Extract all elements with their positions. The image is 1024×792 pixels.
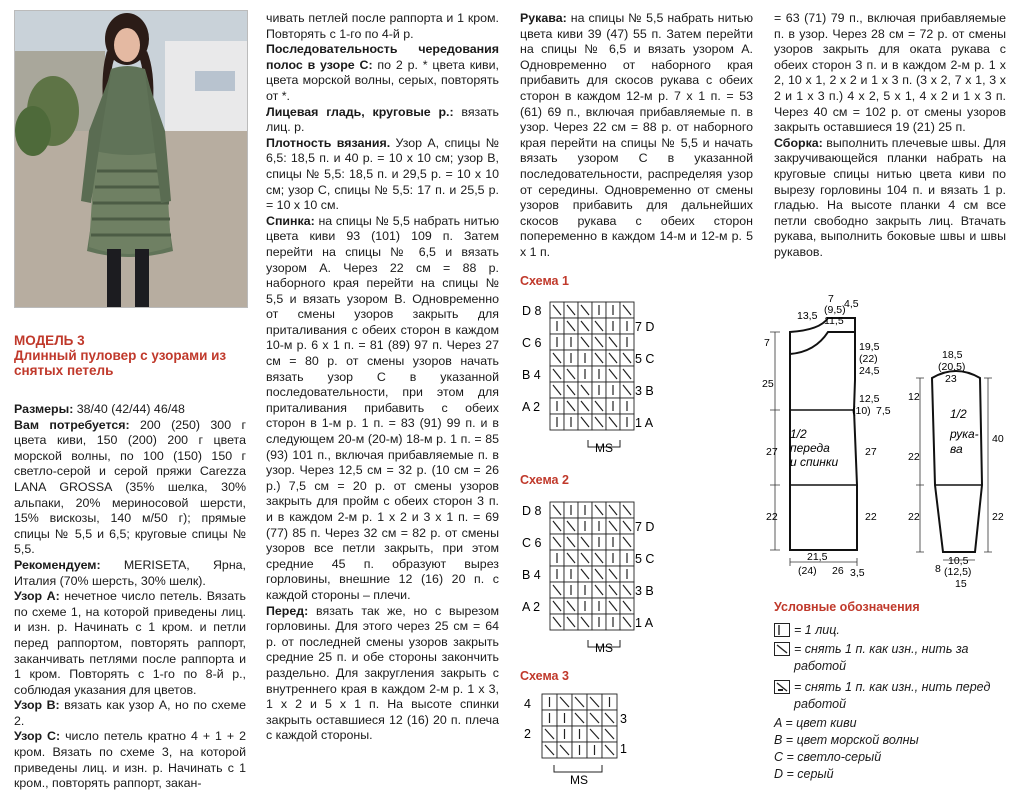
paragraph: Рекомендуем: MERISETA, Ярна, Италия (70% шерсть, 30% шелк). bbox=[14, 557, 246, 588]
svg-text:12: 12 bbox=[908, 391, 920, 403]
paragraph: Рукава: на спицы № 5,5 набрать нитью цвета киви 39 (47) 55 п. Затем перейти на спицы № 6,5 и вязать узором А. Одновременно от наборного края прибавить для скосов рукава с обеих сторон в каждом 12-м р. 7 х 1 п. = 53 (61) 69 п., включая прибавляемые п. в узор. Через 22 см = 88 р. от наборного края перейти на спицы № 5,5 и начать вязать узором С в указанной последовательности, распределяя узор от середины. Одновременно от смены узоров прибавить для дальнейших скосов рукава с обеих сторон попеременно в каждом 14-м и 12-м р. 5 х 1 п. bbox=[520, 11, 753, 259]
row-label: 3 B bbox=[635, 584, 654, 598]
schema-1-title: Схема 1 bbox=[520, 274, 569, 288]
paragraph: Плотность вязания. Узор А, спицы № 6,5: 18,5 п. и 40 р. = 10 х 10 см; узор В, спицы № 5,5: 18,5 п. и 29,5 р. = 10 х 10 см; узор С, спицы № 5,5: 17 п. и 25,5 р. = 10 х 10 см. bbox=[266, 135, 499, 213]
legend-item: C = светло-серый bbox=[774, 750, 882, 764]
body-label: переда bbox=[790, 441, 830, 455]
body-label: 1/2 bbox=[790, 427, 807, 441]
svg-text:(22): (22) bbox=[859, 353, 878, 365]
column-3 bbox=[520, 11, 753, 261]
svg-text:24,5: 24,5 bbox=[859, 365, 880, 377]
svg-text:22: 22 bbox=[766, 511, 778, 523]
svg-text:26: 26 bbox=[832, 565, 844, 577]
paragraph: Сборка: выполнить плечевые швы. Для закручивающейся планки набрать на круговые спицы нитью цвета киви по вырезу горловины 104 п. и вязать 1 р. гладью. На высоте планки 4 см все петли свободно закрыть лиц. Втачать рукава, выполнить боковые швы и швы рукавов. bbox=[774, 135, 1006, 259]
paragraph: Спинка: на спицы № 5,5 набрать нитью цвета киви 93 (101) 109 п. Затем перейти на спицы № 6,5 и вязать узором А. Через 22 см = 88 р. наборного края перейти на спицы № 5,5 и вязать узором В. Одновременно от смены узоров закрыть для приталивания с обеих сторон в каждом 10-м р. 6 х 1 п. = 81 (89) 97 п. Через 27 см = 80 р. от смены узоров начать вязать узор С в указанной последовательности, при этом для приталивания прибавить с обеих сторон в 1-м р. 1 п. = 83 (91) 99 п. и в следующем 20-м (20-м) 18-м р. 1 п. = 85 (93) 101 п., включая прибавляемые п. в узор. Через 12,5 см = 32 р. (10 см = 26 р.) 7,5 см = 20 р. от смены узоров закрыть для пройм с обеих сторон 3 п. и в каждом 2-м р. 1 х 2 и 3 х 1 п. = 69 (77) 85 п. Через 32 см = 82 р. от смены узоров все петли закрыть, при этом средние 45 п. образуют вырез горловины, внешние 12 (16) 20 п. с каждой стороны – плечи. bbox=[266, 213, 499, 602]
svg-text:13,5: 13,5 bbox=[797, 310, 818, 322]
svg-text:(12,5): (12,5) bbox=[944, 566, 972, 578]
row-label: C 6 bbox=[522, 336, 542, 350]
svg-text:11,5: 11,5 bbox=[824, 315, 844, 327]
column-2 bbox=[266, 11, 499, 744]
ms-label: MS bbox=[570, 773, 588, 787]
row-label: 7 D bbox=[635, 320, 655, 334]
svg-text:7: 7 bbox=[764, 337, 770, 349]
row-label: 5 C bbox=[635, 552, 655, 566]
row-label: 7 D bbox=[635, 520, 655, 534]
schema-2-grid bbox=[520, 492, 670, 657]
slip-stitch-front-icon bbox=[774, 680, 790, 694]
paragraph: Вам потребуется: 200 (250) 300 г цвета киви, 150 (200) 200 г цвета морской волны, по 100 (150) 150 г светло-серой и серой пряжи Carezza LANA GROSSA (35% шелка, 30% альпаки, 20% мериносовой шерсти, 15% вискозы, 140 м/50 г); прямые спицы № 5,5 и 6,5; круговые спицы № 5,5. bbox=[14, 417, 247, 557]
row-label: 2 bbox=[524, 727, 531, 741]
svg-text:10,5: 10,5 bbox=[948, 555, 969, 567]
row-label: 1 A bbox=[635, 416, 654, 430]
paragraph: Узор А: нечетное число петель. Вязать по схеме 1, на которой приведены лиц. и изн. р. Начинать с 1 кром. и петли перед раппортом, повторять раппорт, заканчивать петлями после раппорта и 1 кром. Повторять с 1-го по 8-й р., соблюдая указания для цветов. bbox=[14, 589, 246, 697]
paragraph: Последовательность чередования полос в узоре С: по 2 р. * цвета киви, цвета морской волны, серых, повторять от *. bbox=[266, 42, 500, 103]
svg-text:(9,5): (9,5) bbox=[824, 304, 846, 316]
schema-3-grid bbox=[520, 688, 660, 788]
paragraph: Узор В: вязать как узор А, но по схеме 2. bbox=[14, 698, 246, 728]
paragraph: Лицевая гладь, круговые р.: вязать лиц. р. bbox=[266, 104, 499, 135]
svg-text:4,5: 4,5 bbox=[844, 298, 859, 310]
row-label: 4 bbox=[524, 697, 531, 711]
pattern-schematic bbox=[760, 290, 1024, 595]
svg-text:12,5: 12,5 bbox=[859, 393, 880, 405]
row-label: D 8 bbox=[522, 304, 542, 318]
legend-item: A = цвет киви bbox=[774, 716, 857, 730]
model-subtitle: Длинный пуловер с узорами из снятых петель bbox=[14, 348, 227, 378]
row-label: A 2 bbox=[522, 400, 541, 414]
row-label: 1 bbox=[620, 742, 627, 756]
svg-text:23: 23 bbox=[945, 373, 957, 385]
legend-item: D = серый bbox=[774, 767, 834, 781]
svg-text:22: 22 bbox=[992, 511, 1004, 523]
row-label: 3 B bbox=[635, 384, 654, 398]
svg-text:7,5: 7,5 bbox=[876, 405, 891, 417]
svg-text:27: 27 bbox=[766, 446, 778, 458]
knit-stitch-icon bbox=[774, 623, 790, 637]
svg-text:19,5: 19,5 bbox=[859, 341, 880, 353]
row-label: 1 A bbox=[635, 616, 654, 630]
legend-item: = 1 лиц. bbox=[774, 622, 1014, 639]
svg-text:8: 8 bbox=[935, 563, 941, 575]
legend-item: = снять 1 п. как изн., нить перед работой bbox=[774, 679, 1014, 713]
svg-text:25: 25 bbox=[762, 378, 774, 390]
row-label: B 4 bbox=[522, 368, 541, 382]
body-label: и спинки bbox=[790, 455, 839, 469]
slip-stitch-back-icon bbox=[774, 642, 790, 656]
svg-text:22: 22 bbox=[908, 511, 920, 523]
column-1 bbox=[14, 402, 246, 792]
svg-text:21,5: 21,5 bbox=[807, 551, 828, 563]
svg-text:15: 15 bbox=[955, 578, 967, 590]
svg-text:(20,5): (20,5) bbox=[938, 361, 966, 373]
legend-title: Условные обозначения bbox=[774, 600, 920, 614]
paragraph: Размеры: 38/40 (42/44) 46/48 bbox=[14, 402, 185, 416]
svg-text:3,5: 3,5 bbox=[850, 567, 865, 579]
paragraph: = 63 (71) 79 п., включая прибавляемые п. в узор. Через 28 см = 72 р. от смены узоров закрыть для оката рукава с обеих сторон 3 п. и в каждом 2-м р. 1 х 2, 10 х 1, 2 х 2 и 1 х 3 п. (3 х 2, 7 х 1, 3 х 2 и 1 х 3 п.) 4 х 2, 5 х 1, 4 х 2 и 1 х 3 п. Через 40 см = 102 р. от смены узоров закрыть оставшиеся 19 (21) 25 п. bbox=[774, 11, 1006, 135]
column-4 bbox=[774, 11, 1006, 261]
schema-2-title: Схема 2 bbox=[520, 473, 569, 487]
svg-text:22: 22 bbox=[908, 451, 920, 463]
legend-item: = снять 1 п. как изн., нить за работой bbox=[774, 641, 1014, 675]
svg-text:40: 40 bbox=[992, 433, 1004, 445]
sleeve-label: 1/2 bbox=[950, 407, 967, 421]
sleeve-label: ва bbox=[950, 442, 963, 456]
model-photo bbox=[14, 10, 248, 308]
svg-text:(10): (10) bbox=[852, 405, 871, 417]
svg-text:18,5: 18,5 bbox=[942, 349, 963, 361]
sleeve-label: рука- bbox=[950, 427, 979, 441]
svg-text:22: 22 bbox=[865, 511, 877, 523]
svg-text:7: 7 bbox=[828, 293, 834, 305]
legend-item: B = цвет морской волны bbox=[774, 733, 919, 747]
ms-label: MS bbox=[595, 641, 613, 655]
row-label: C 6 bbox=[522, 536, 542, 550]
model-heading bbox=[14, 333, 246, 378]
legend bbox=[774, 622, 1014, 783]
row-label: 5 C bbox=[635, 352, 655, 366]
svg-text:27: 27 bbox=[865, 446, 877, 458]
model-title: МОДЕЛЬ 3 bbox=[14, 333, 85, 348]
ms-label: MS bbox=[595, 441, 613, 455]
schema-1-grid bbox=[520, 292, 670, 457]
paragraph: Перед: вязать так же, но с вырезом горловины. Для этого через 25 см = 64 р. от последней смены узоров закрыть средние 25 п. и обе стороны закончить раздельно. Для закругления закрыть с внутреннего края в каждом 2-м р. 1 х 3, 1 х 2 и 5 х 1 п. На высоте спинки закрыть оставшиеся 12 (16) 20 п. плеча с каждой стороны. bbox=[266, 603, 499, 743]
svg-text:(24): (24) bbox=[798, 565, 817, 577]
row-label: 3 bbox=[620, 712, 627, 726]
paragraph: Узор С: число петель кратно 4 + 1 + 2 кром. Вязать по схеме 3, на которой приведены лиц. и изн. р. Начинать с 1 кром., повторять раппорт, закан- bbox=[14, 729, 246, 791]
row-label: B 4 bbox=[522, 568, 541, 582]
paragraph: чивать петлей после раппорта и 1 кром. Повторять с 1-го по 4-й р. bbox=[266, 11, 499, 41]
schema-3-title: Схема 3 bbox=[520, 669, 569, 683]
row-label: A 2 bbox=[522, 600, 541, 614]
row-label: D 8 bbox=[522, 504, 542, 518]
